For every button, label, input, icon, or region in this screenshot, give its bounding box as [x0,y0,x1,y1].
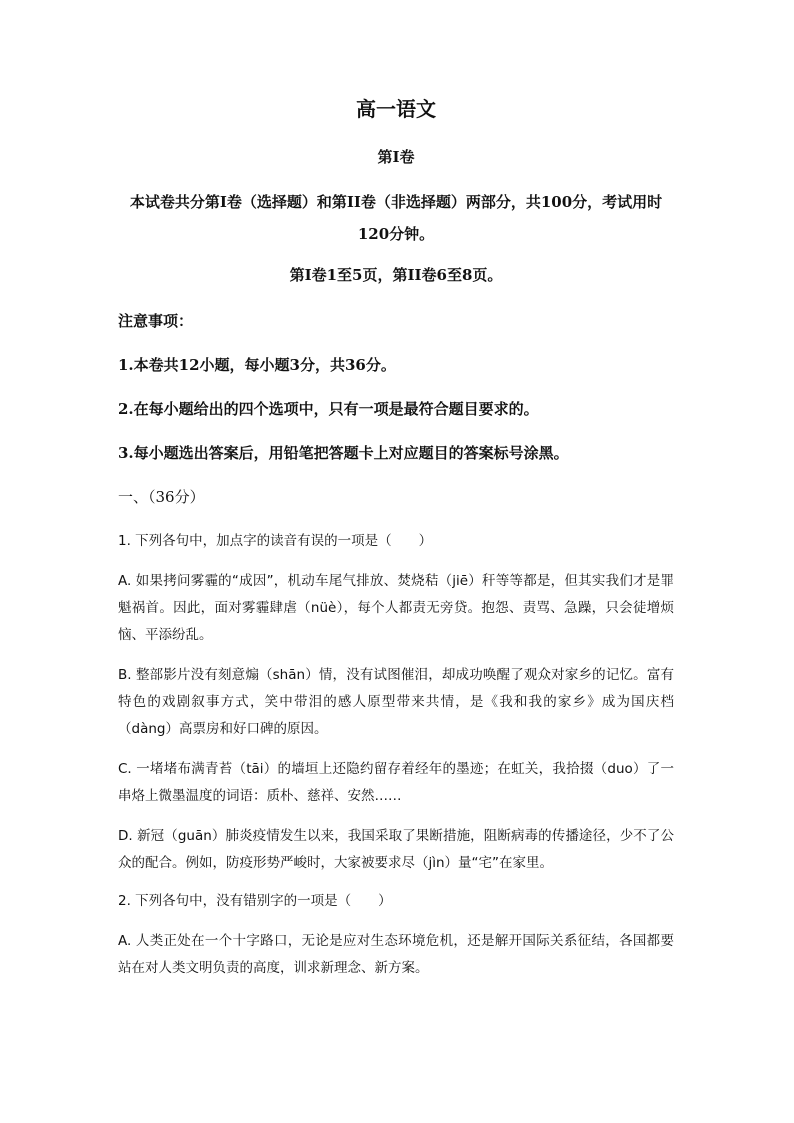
notice-rule-2: 2.在每小题给出的四个选项中，只有一项是最符合题目要求的。 [118,400,539,418]
section-heading: 一、（36分） [118,488,205,506]
question-1-stem: 1. 下列各句中，加点字的读音有误的一项是（ ） [118,533,433,549]
document-page [118,94,674,995]
doc-title: 高一语文 [356,97,436,121]
question-1-option-d: D. 新冠（guān）肺炎疫情发生以来，我国采取了果断措施，阻断病毒的传播途径，少不了公众的配合。例如，防疫形势严峻时，大家被要求尽（jìn）量“宅”在家里。 [118,828,674,871]
question-2-stem: 2. 下列各句中，没有错别字的一项是（ ） [118,893,392,909]
question-1-option-c: C. 一堵堵布满青苔（tāi）的墙垣上还隐约留存着经年的墨迹；在虹关，我拾掇（duo）了一串烙上微墨温度的词语：质朴、慈祥、安然…… [118,761,674,804]
question-1-option-b: B. 整部影片没有刻意煽（shān）情，没有试图催泪，却成功唤醒了观众对家乡的记忆。富有特色的戏剧叙事方式，笑中带泪的感人原型带来共情，是《我和我的家乡》成为国庆档（dàng）高票房和好口碑的原因。 [118,667,674,737]
notice-title: 注意事项： [118,312,194,330]
question-1-option-a: A. 如果拷问雾霾的“成因”，机动车尾气排放、焚烧秸（jiē）秆等等都是，但其实我们才是罪魁祸首。因此，面对雾霾肆虐（nüè），每个人都责无旁贷。抱怨、责骂、急躁，只会徒增烦恼、平添纷乱。 [118,573,674,643]
notice-rule-3: 3.每小题选出答案后，用铅笔把答题卡上对应题目的答案标号涂黑。 [118,444,569,462]
exam-intro: 本试卷共分第I卷（选择题）和第II卷（非选择题）两部分，共100分，考试用时120分钟。 [129,193,663,243]
part-title: 第I卷 [377,148,415,166]
question-2-option-a: A. 人类正处在一个十字路口，无论是应对生态环境危机，还是解开国际关系征结，各国都要站在对人类文明负责的高度，训求新理念、新方案。 [118,933,674,976]
notice-rule-1: 1.本卷共12小题，每小题3分，共36分。 [118,356,396,374]
page-range-note: 第I卷1至5页，第II卷6至8页。 [289,266,503,284]
